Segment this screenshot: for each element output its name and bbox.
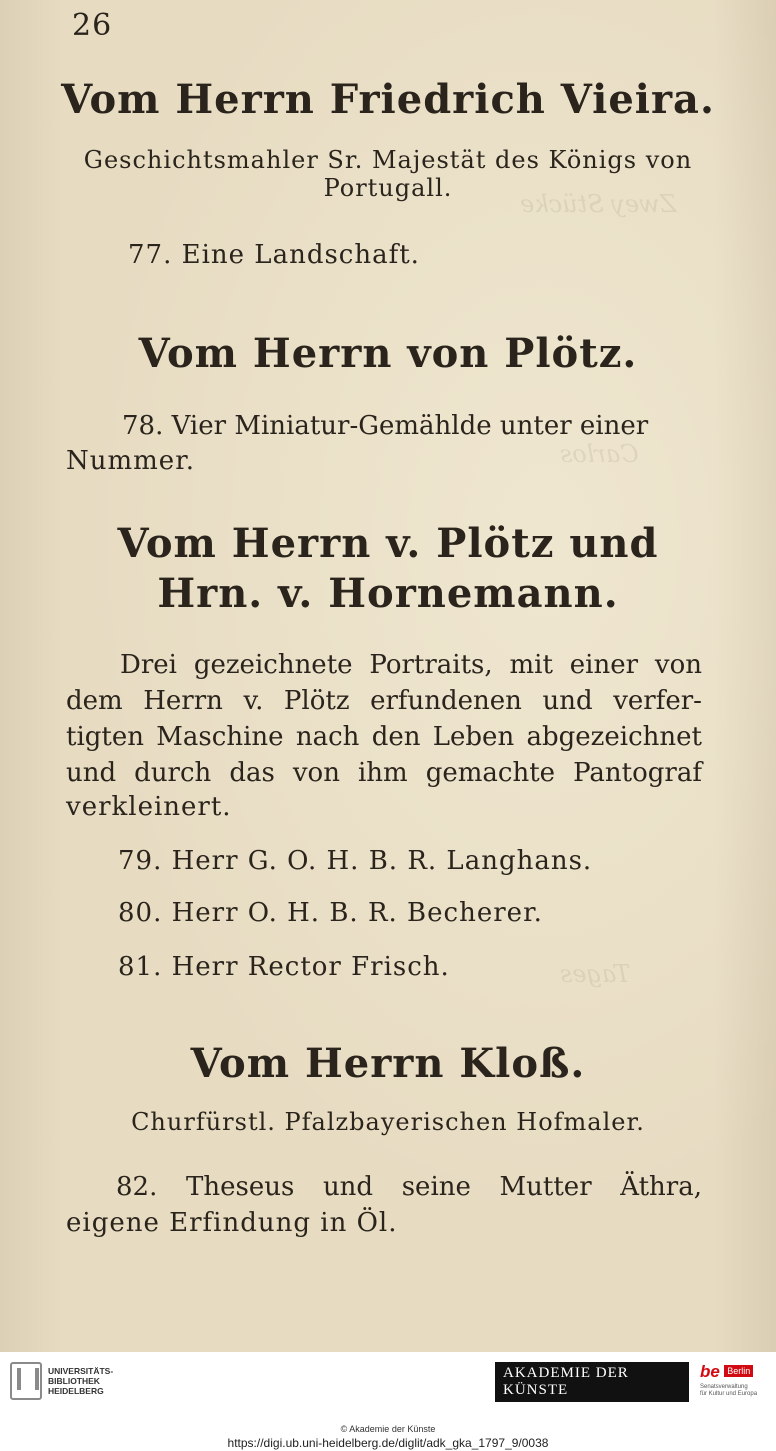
word: von [654, 650, 702, 680]
word: den [371, 722, 421, 752]
permalink-url[interactable]: https://digi.ub.uni-heidelberg.de/diglit/adk_gka_1797_9/0038 [227, 1436, 549, 1450]
be-subtitle: Senatsverwaltung für Kultur und Europa [700, 1384, 758, 1397]
word: abgezeichnet [526, 722, 702, 752]
word: nach [295, 722, 360, 752]
section-subtitle: Geschichtsmahler Sr. Majestät des Königs von [83, 146, 693, 174]
word: Mutter [499, 1172, 592, 1202]
word: und [322, 1172, 374, 1202]
section-heading-vieira: Vom Herrn Friedrich Vieira. [61, 76, 715, 123]
section-heading-ploetz: Vom Herrn von Plötz. [138, 330, 638, 377]
be-mark: be [700, 1362, 720, 1381]
word: Plötz [283, 686, 350, 716]
word: gezeichnete [193, 650, 353, 680]
word: Äthra, [620, 1172, 702, 1202]
word: tigten [66, 722, 144, 752]
section-heading-ploetz-hornemann: Vom Herrn v. Plötz und [117, 520, 659, 567]
word: ihm [357, 758, 408, 788]
section-subtitle: Portugall. [323, 174, 453, 202]
section-subtitle: Churfürstl. Pfalzbayerischen Hofmaler. [131, 1108, 645, 1136]
word: gemachte [425, 758, 556, 788]
word: Portraits, [369, 650, 493, 680]
bleed-through-text: Carlos [560, 440, 639, 468]
copyright-notice: © Akademie der Künste [340, 1424, 436, 1434]
word: und [66, 758, 117, 788]
catalog-entry: 80. Herr O. H. B. R. Becherer. [118, 898, 543, 928]
word: dem [66, 686, 123, 716]
viewer-footer [0, 1352, 776, 1451]
bleed-through-text: Zwey Stücke [520, 190, 677, 218]
word: 82. [116, 1172, 158, 1202]
ub-logo-text: UNIVERSITÄTS- BIBLIOTHEK HEIDELBERG [48, 1366, 114, 1396]
word: Maschine [156, 722, 284, 752]
adk-label: AKADEMIE DER KÜNSTE [494, 1361, 690, 1403]
word: das [229, 758, 275, 788]
catalog-entry: 79. Herr G. O. H. B. R. Langhans. [118, 846, 593, 876]
be-berlin-logo[interactable] [700, 1362, 766, 1402]
word: und [542, 686, 593, 716]
be-berlin-tag: Berlin [724, 1365, 753, 1377]
ub-heidelberg-logo[interactable] [10, 1362, 113, 1400]
paragraph-line [120, 650, 702, 680]
word: mit [509, 650, 553, 680]
paragraph-line [66, 758, 702, 788]
section-heading-ploetz-hornemann: Hrn. v. Hornemann. [157, 570, 619, 617]
catalog-entry: 81. Herr Rector Frisch. [118, 952, 450, 982]
paragraph-line [66, 722, 702, 752]
catalog-entry: 77. Eine Landschaft. [128, 240, 420, 270]
catalog-entry-continued: Nummer. [66, 446, 196, 476]
word: durch [134, 758, 212, 788]
paragraph-line: verkleinert. [66, 792, 232, 822]
word: Pantograf [573, 758, 702, 788]
bleed-through-text: Tages [560, 960, 631, 988]
word: Theseus [186, 1172, 295, 1202]
word: Herrn [143, 686, 223, 716]
catalog-entry [116, 1172, 702, 1202]
word: von [292, 758, 340, 788]
entry-text: 78. Vier Miniatur-Gemählde unter einer [122, 411, 649, 441]
word: einer [569, 650, 639, 680]
library-icon [10, 1362, 42, 1400]
word: erfundenen [370, 686, 522, 716]
word: Drei [120, 650, 177, 680]
page-number: 26 [72, 8, 113, 43]
akademie-der-kuenste-logo[interactable] [494, 1362, 690, 1402]
word: Leben [432, 722, 515, 752]
word: seine [401, 1172, 471, 1202]
catalog-entry [66, 411, 702, 441]
catalog-entry-continued: eigene Erfindung in Öl. [66, 1208, 398, 1238]
section-heading-kloss: Vom Herrn Kloß. [190, 1040, 586, 1087]
word: v. [243, 686, 264, 716]
paragraph-line [66, 686, 702, 716]
word: verfer- [613, 686, 702, 716]
